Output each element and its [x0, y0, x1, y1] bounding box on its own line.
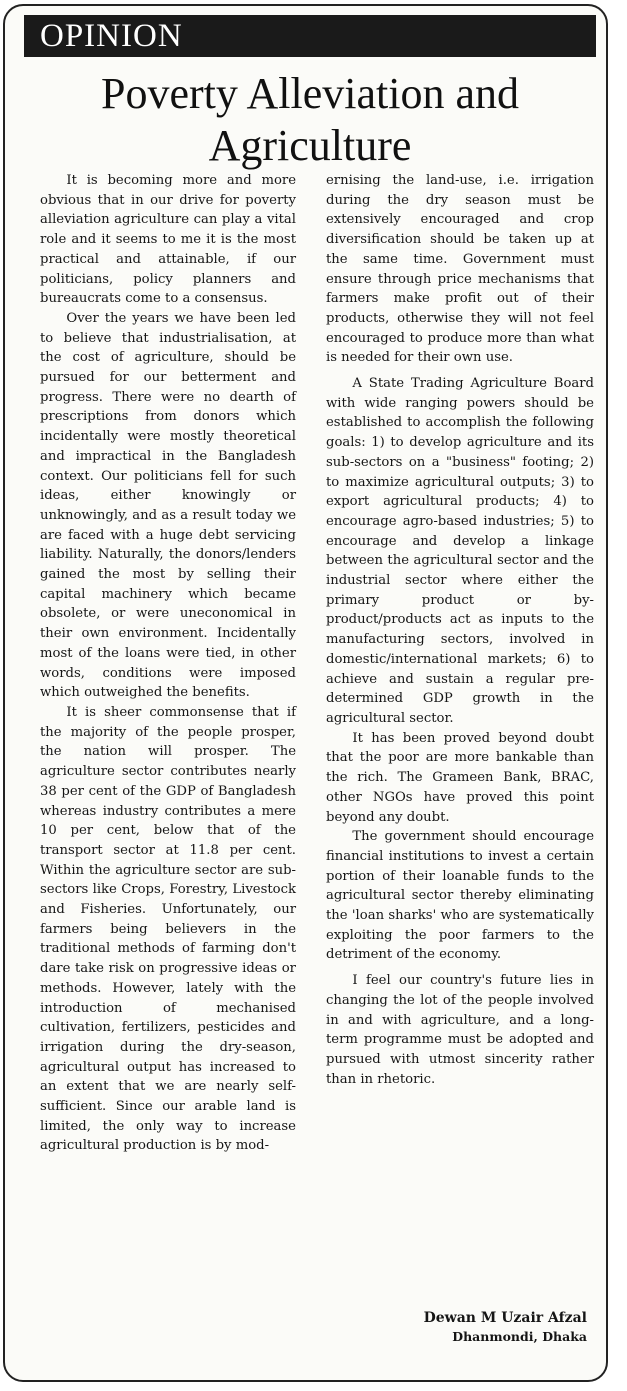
paragraph-industrialisation: Over the years we have been led to believe that industrialisation, at the cost of agriculture, should be pursued for our betterment and progress. There were no dearth of prescriptions from donors which incidentally were mostly theoretical and impractical in the Bangladesh context. Our politicians fell for such ideas, either knowingly or unknowingly, and as a result today we are faced with a huge debt servicing liability. Naturally, the donors/lenders gained the most by selling their capital machinery which became obsolete, or were uneconomical in their own environment. Incidentally most of the loans were tied, in other words, conditions were imposed which outweighed the benefits.	[40, 310, 296, 701]
paragraph-modernising: ernising the land-use, i.e. irrigation during the dry season must be extensively encouraged and crop diversification should be taken up at the same time. Government must ensure through price mechanisms that farmers make profit out of their products, otherwise they will not feel encouraged to produce more than what is needed for their own use.	[326, 173, 594, 366]
paragraph-trading-board: A State Trading Agriculture Board with wide ranging powers should be established to accomplish the following goals: 1) to develop agriculture and its sub-sectors on a "business" footing; 2) to maximize agricultural outputs; 3) to export agricultural products; 4) to encourage agro-based industries; 5) to encourage and develop a linkage between the agricultural sector and the industrial sector where either the primary product or by-product/products act as inputs to the manufacturing sectors, involved in domestic/international markets; 6) to achieve and sustain a regular pre-determined GDP growth in the agricultural sector.	[326, 376, 594, 726]
paragraph-commonsense: It is sheer commonsense that if the majority of the people prosper, the nation will prosper. The agriculture sector contributes nearly 38 per cent of the GDP of Bangladesh whereas industry contributes a mere 10 per cent, below that of the transport sector at 11.8 per cent. Within the agriculture sector are sub-sectors like Crops, Forestry, Livestock and Fisheries. Unfortunately, our farmers being believers in the traditional methods of farming don't dare take risk on progressive ideas or methods. However, lately with the introduction of mechanised cultivation, fertilizers, pesticides and irrigation during the dry-season, agricultural output has increased to an extent that we are nearly self-sufficient. Since our arable land is limited, the only way to increase agricultural production is by mod-	[40, 704, 296, 1154]
article-headline: Poverty Alleviation and Agriculture	[101, 69, 519, 170]
paragraph-conclusion: I feel our country's future lies in changing the lot of the people involved in and with agriculture, and a long-term programme must be adopted and pursued with utmost sincerity rather than in rhetoric.	[326, 973, 594, 1087]
author-name: Dewan M Uzair Afzal	[423, 1310, 587, 1326]
left-column	[40, 171, 296, 1156]
section-banner: OPINION	[24, 15, 596, 57]
paragraph-intro: It is becoming more and more obvious that in our drive for poverty alleviation agriculture can play a vital role and it seems to me it is the most practical and attainable, if our politicians, policy planners and bureaucrats come to a consensus.	[40, 173, 296, 307]
author-signature	[424, 1308, 587, 1346]
paragraph-bankable: It has been proved beyond doubt that the poor are more bankable than the rich. The Grameen Bank, BRAC, other NGOs have proved this point beyond any doubt.	[326, 730, 594, 825]
right-column	[326, 171, 594, 1089]
paragraph-financial-institutions: The government should encourage financial institutions to invest a certain portion of their loanable funds to the agricultural sector thereby eliminating the 'loan sharks' who are systematically exploiting the poor farmers to the detriment of the economy.	[326, 829, 594, 963]
author-location: Dhanmondi, Dhaka	[452, 1329, 587, 1344]
